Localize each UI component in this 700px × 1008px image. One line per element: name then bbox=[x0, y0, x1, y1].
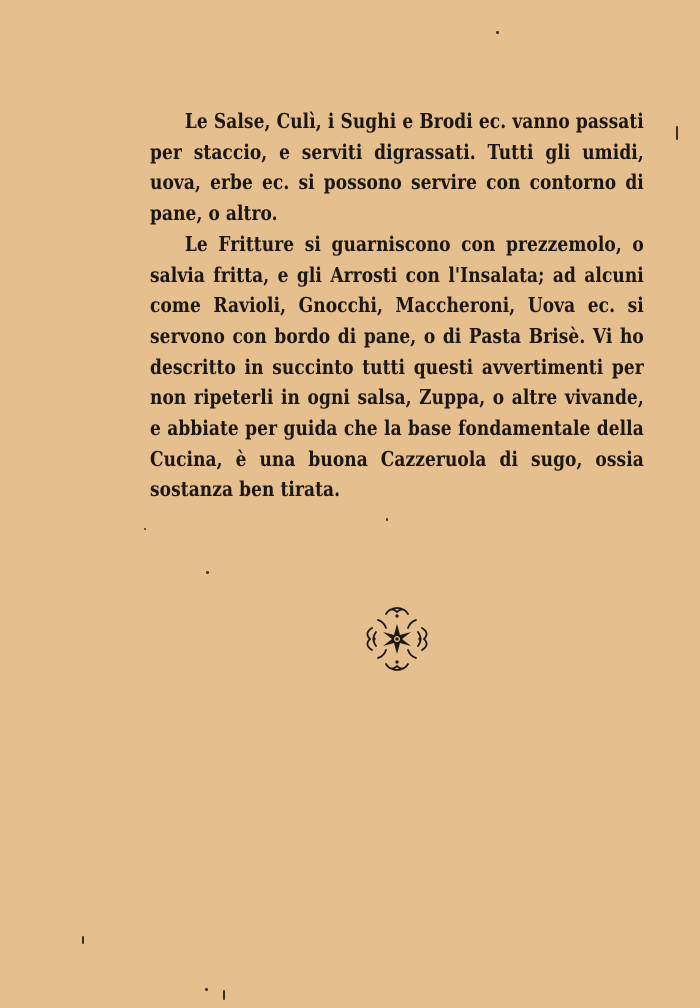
print-speck bbox=[676, 126, 678, 140]
print-speck bbox=[205, 988, 208, 991]
print-speck bbox=[144, 528, 146, 530]
floral-ornament-icon bbox=[360, 602, 434, 676]
ornament-svg bbox=[360, 602, 434, 676]
print-speck bbox=[386, 518, 388, 521]
print-speck bbox=[496, 31, 499, 34]
print-speck bbox=[82, 936, 84, 944]
print-speck bbox=[223, 990, 225, 1000]
text-block bbox=[150, 106, 644, 505]
print-speck bbox=[206, 571, 209, 574]
paragraph-1: Le Salse, Culì, i Sughi e Brodi ec. vanno passati per staccio, e serviti digrassati. Tutti gli umidi, uova, erbe ec. si possono servire con contorno di pane, o altro. bbox=[150, 109, 644, 226]
paragraph-2: Le Fritture si guarniscono con prezzemolo, o salvia fritta, e gli Arrosti con l'Insalata; ad alcuni come Ravioli, Gnocchi, Maccheroni, Uova ec. si servono con bordo di pane, o di Pasta Brisè. Vi ho descritto in succinto tutti questi avvertimenti per non ripeterli in ogni salsa, Zuppa, o altre vivande, e abbiate per guida che la base fondamentale della Cucina, è una buona Cazzeruola di sugo, ossia sostanza ben tirata. bbox=[150, 231, 644, 502]
